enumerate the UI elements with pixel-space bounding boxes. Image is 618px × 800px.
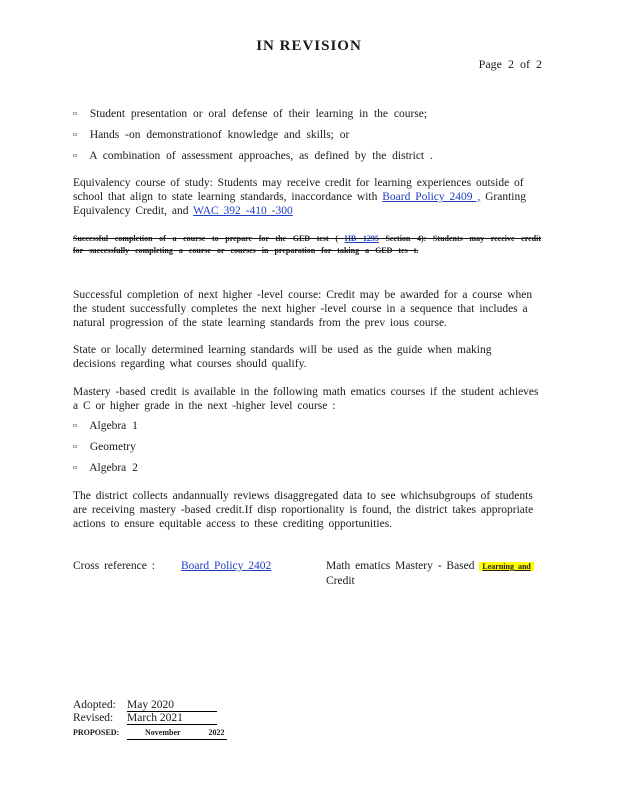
- list-item-text: Algebra 1: [89, 420, 138, 432]
- list-item: [73, 419, 138, 433]
- list-item-text: A combination of assessment approaches, as defined by the district .: [89, 150, 433, 162]
- board-policy-2409-link[interactable]: Board Policy 2409 ,: [382, 191, 481, 203]
- wac-link[interactable]: WAC 392 -410 -300: [193, 205, 293, 217]
- adopted-row: Adopted: May 2020: [73, 699, 217, 712]
- hb-1295-link[interactable]: HB 1295: [344, 234, 379, 243]
- list-item-text: Algebra 2: [89, 462, 138, 474]
- cross-reference-label: Cross reference :: [73, 560, 155, 572]
- equivalency-text: Equivalency course of study: Students may receive credit for learning experiences outside of school that align to state learning standards, inaccordance with: [73, 177, 524, 203]
- collects-paragraph: The district collects andannually reviews disaggregated data to see whichsubgroups of students are receiving mastery -based credit.If disp roportionality is found, the district takes appropriate actions to ensure equitable access to these crediting opportunities.: [73, 490, 534, 530]
- bullet-icon: ▫: [73, 462, 78, 474]
- list-item-text: Student presentation or oral defense of their learning in the course;: [89, 108, 428, 120]
- adopted-date: May 2020: [127, 699, 217, 712]
- bullet-icon: ▫: [73, 150, 78, 162]
- bullet-icon: ▫: [73, 441, 78, 453]
- revised-row: Revised: March 2021: [73, 712, 217, 725]
- proposed-row: PROPOSED: November 2022: [73, 727, 227, 740]
- successful-paragraph: Successful completion of next higher -level course: Credit may be awarded for a course when the student successfully completes the next higher -level course in a sequence that includes a natural progression of the state learning standards from the prev ious course.: [73, 289, 533, 329]
- standards-paragraph: State or locally determined learning standards will be used as the guide when making decisions regarding what courses should qualify.: [73, 344, 492, 370]
- bullet-icon: ▫: [73, 420, 78, 432]
- list-item: [73, 461, 138, 475]
- list-item-text: Hands -on demonstrationof knowledge and skills; or: [89, 129, 350, 141]
- list-item: [73, 107, 427, 121]
- list-item: [73, 440, 136, 454]
- proposed-date: November 2022: [127, 727, 227, 740]
- cross-reference-desc: Math ematics Mastery - Based Learning and Credit: [326, 559, 534, 588]
- page-number: Page 2 of 2: [478, 57, 542, 71]
- mastery-paragraph: Mastery -based credit is available in the following math ematics courses if the student achieves a C or higher grade in the next -higher level course :: [73, 386, 539, 412]
- list-item-text: Geometry: [89, 441, 136, 453]
- board-policy-2402-link[interactable]: Board Policy 2402: [181, 560, 272, 572]
- equivalency-mid-text: Granting Equivalency Credit, and: [73, 191, 527, 217]
- equivalency-paragraph: [73, 176, 539, 218]
- bullet-icon: ▫: [73, 108, 78, 120]
- document-title: IN REVISION: [256, 38, 362, 54]
- bullet-icon: ▫: [73, 129, 78, 141]
- revised-date: March 2021: [127, 712, 217, 725]
- highlighted-text: Learning and: [479, 562, 533, 571]
- list-item: [73, 149, 433, 163]
- struck-paragraph: Successful completion of a course to prepare for the GED test ( HB 1295 Section 4): Students may receive credit for successfully completing a course or courses in preparation for taking a GED tes t.: [73, 234, 542, 255]
- list-item: [73, 128, 349, 142]
